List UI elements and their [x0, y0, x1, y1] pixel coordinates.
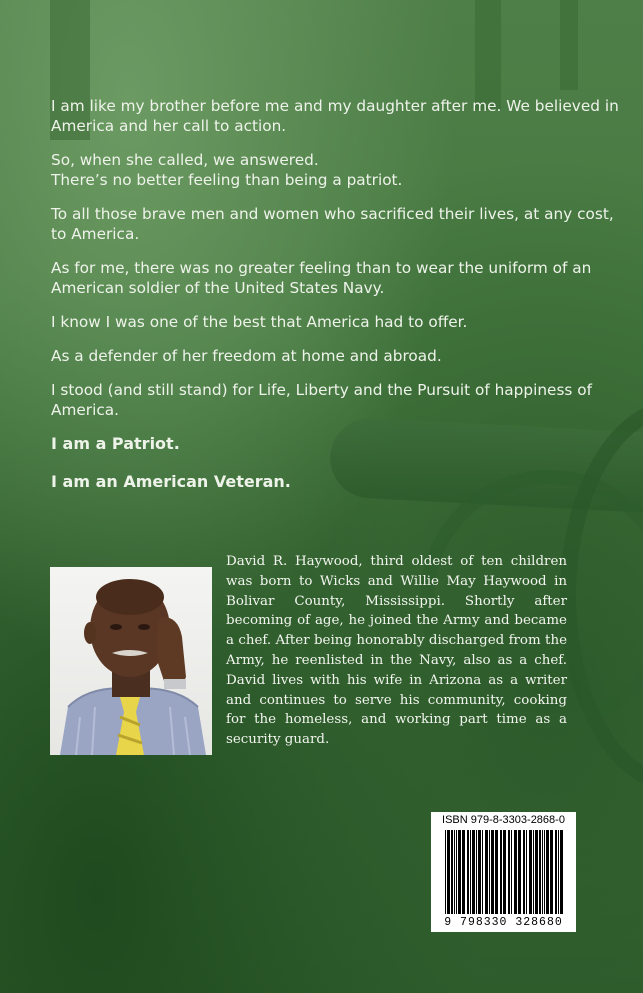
- barcode-bar: [529, 830, 532, 914]
- barcode-bar: [535, 830, 538, 914]
- barcode-bar: [458, 830, 461, 914]
- barcode-bar: [472, 830, 475, 914]
- barcode-bar: [503, 830, 506, 914]
- barcode-bar: [462, 830, 465, 914]
- barcode-bar: [555, 830, 557, 914]
- barcode-digits: 9 798330 328680: [444, 916, 563, 929]
- isbn-barcode: [431, 812, 576, 932]
- author-bio: David R. Haywood, third oldest of ten children was born to Wicks and Willie May Haywood in Bolivar County, Mississippi. Shortly after becoming of age, he joined the Army and became a chef. After being honorably discharged from the Army, he reenlisted in the Navy, also as a chef. David lives with his wife in Arizona as a writer and continues to serve his community, cooking for the homeless, and working part time as a security guard.: [226, 554, 567, 748]
- barcode-bar: [451, 830, 453, 914]
- paragraph-2a: So, when she called, we answered.: [51, 151, 319, 169]
- barcode-bar: [544, 830, 545, 914]
- barcode-bar: [495, 830, 498, 914]
- barcode-bar: [560, 830, 563, 914]
- barcode-bar: [491, 830, 494, 914]
- author-portrait-graphic: [50, 567, 212, 755]
- paragraph-5: I know I was one of the best that America had to offer.: [51, 313, 468, 331]
- barcode-bar: [511, 830, 512, 914]
- paragraph-2b: There’s no better feeling than being a patriot.: [51, 171, 403, 189]
- barcode-bar: [482, 830, 483, 914]
- tree-trunk-far-right: [560, 0, 578, 90]
- barcode-bar: [542, 830, 543, 914]
- barcode-bar: [518, 830, 521, 914]
- tree-trunk-right: [475, 0, 501, 110]
- barcode-bar: [523, 830, 525, 914]
- barcode-bar: [445, 830, 446, 914]
- patriot-statement: [51, 96, 621, 510]
- barcode-bar: [500, 830, 502, 914]
- barcode-bar: [456, 830, 457, 914]
- barcode-bar: [526, 830, 527, 914]
- paragraph-2: [51, 150, 621, 190]
- barcode-bars: [431, 812, 576, 932]
- barcode-bar: [539, 830, 541, 914]
- barcode-bar: [489, 830, 490, 914]
- patriot-line: I am a Patriot.: [51, 434, 180, 453]
- barcode-bar: [533, 830, 534, 914]
- barcode-bar: [514, 830, 517, 914]
- veteran-line: I am an American Veteran.: [51, 472, 291, 491]
- isbn-label: ISBN 979-8-3303-2868-0: [442, 814, 565, 826]
- barcode-bar: [550, 830, 553, 914]
- barcode-bar: [485, 830, 488, 914]
- barcode-bar: [454, 830, 455, 914]
- barcode-bar: [447, 830, 450, 914]
- barcode-bar: [508, 830, 510, 914]
- paragraph-1: I am like my brother before me and my daughter after me. We believed in America and her call to action.: [51, 97, 619, 135]
- barcode-bar: [470, 830, 471, 914]
- barcode-bar: [476, 830, 477, 914]
- author-photo: [50, 567, 212, 755]
- paragraph-7: I stood (and still stand) for Life, Liberty and the Pursuit of happiness of America.: [51, 381, 593, 419]
- paragraph-6: As a defender of her freedom at home and abroad.: [51, 347, 442, 365]
- barcode-bar: [558, 830, 559, 914]
- paragraph-3: To all those brave men and women who sacrificed their lives, at any cost, to America.: [51, 205, 614, 243]
- barcode-bar: [478, 830, 481, 914]
- barcode-bar: [467, 830, 469, 914]
- paragraph-4: As for me, there was no greater feeling than to wear the uniform of an American soldier of the United States Navy.: [51, 259, 592, 297]
- barcode-bar: [546, 830, 549, 914]
